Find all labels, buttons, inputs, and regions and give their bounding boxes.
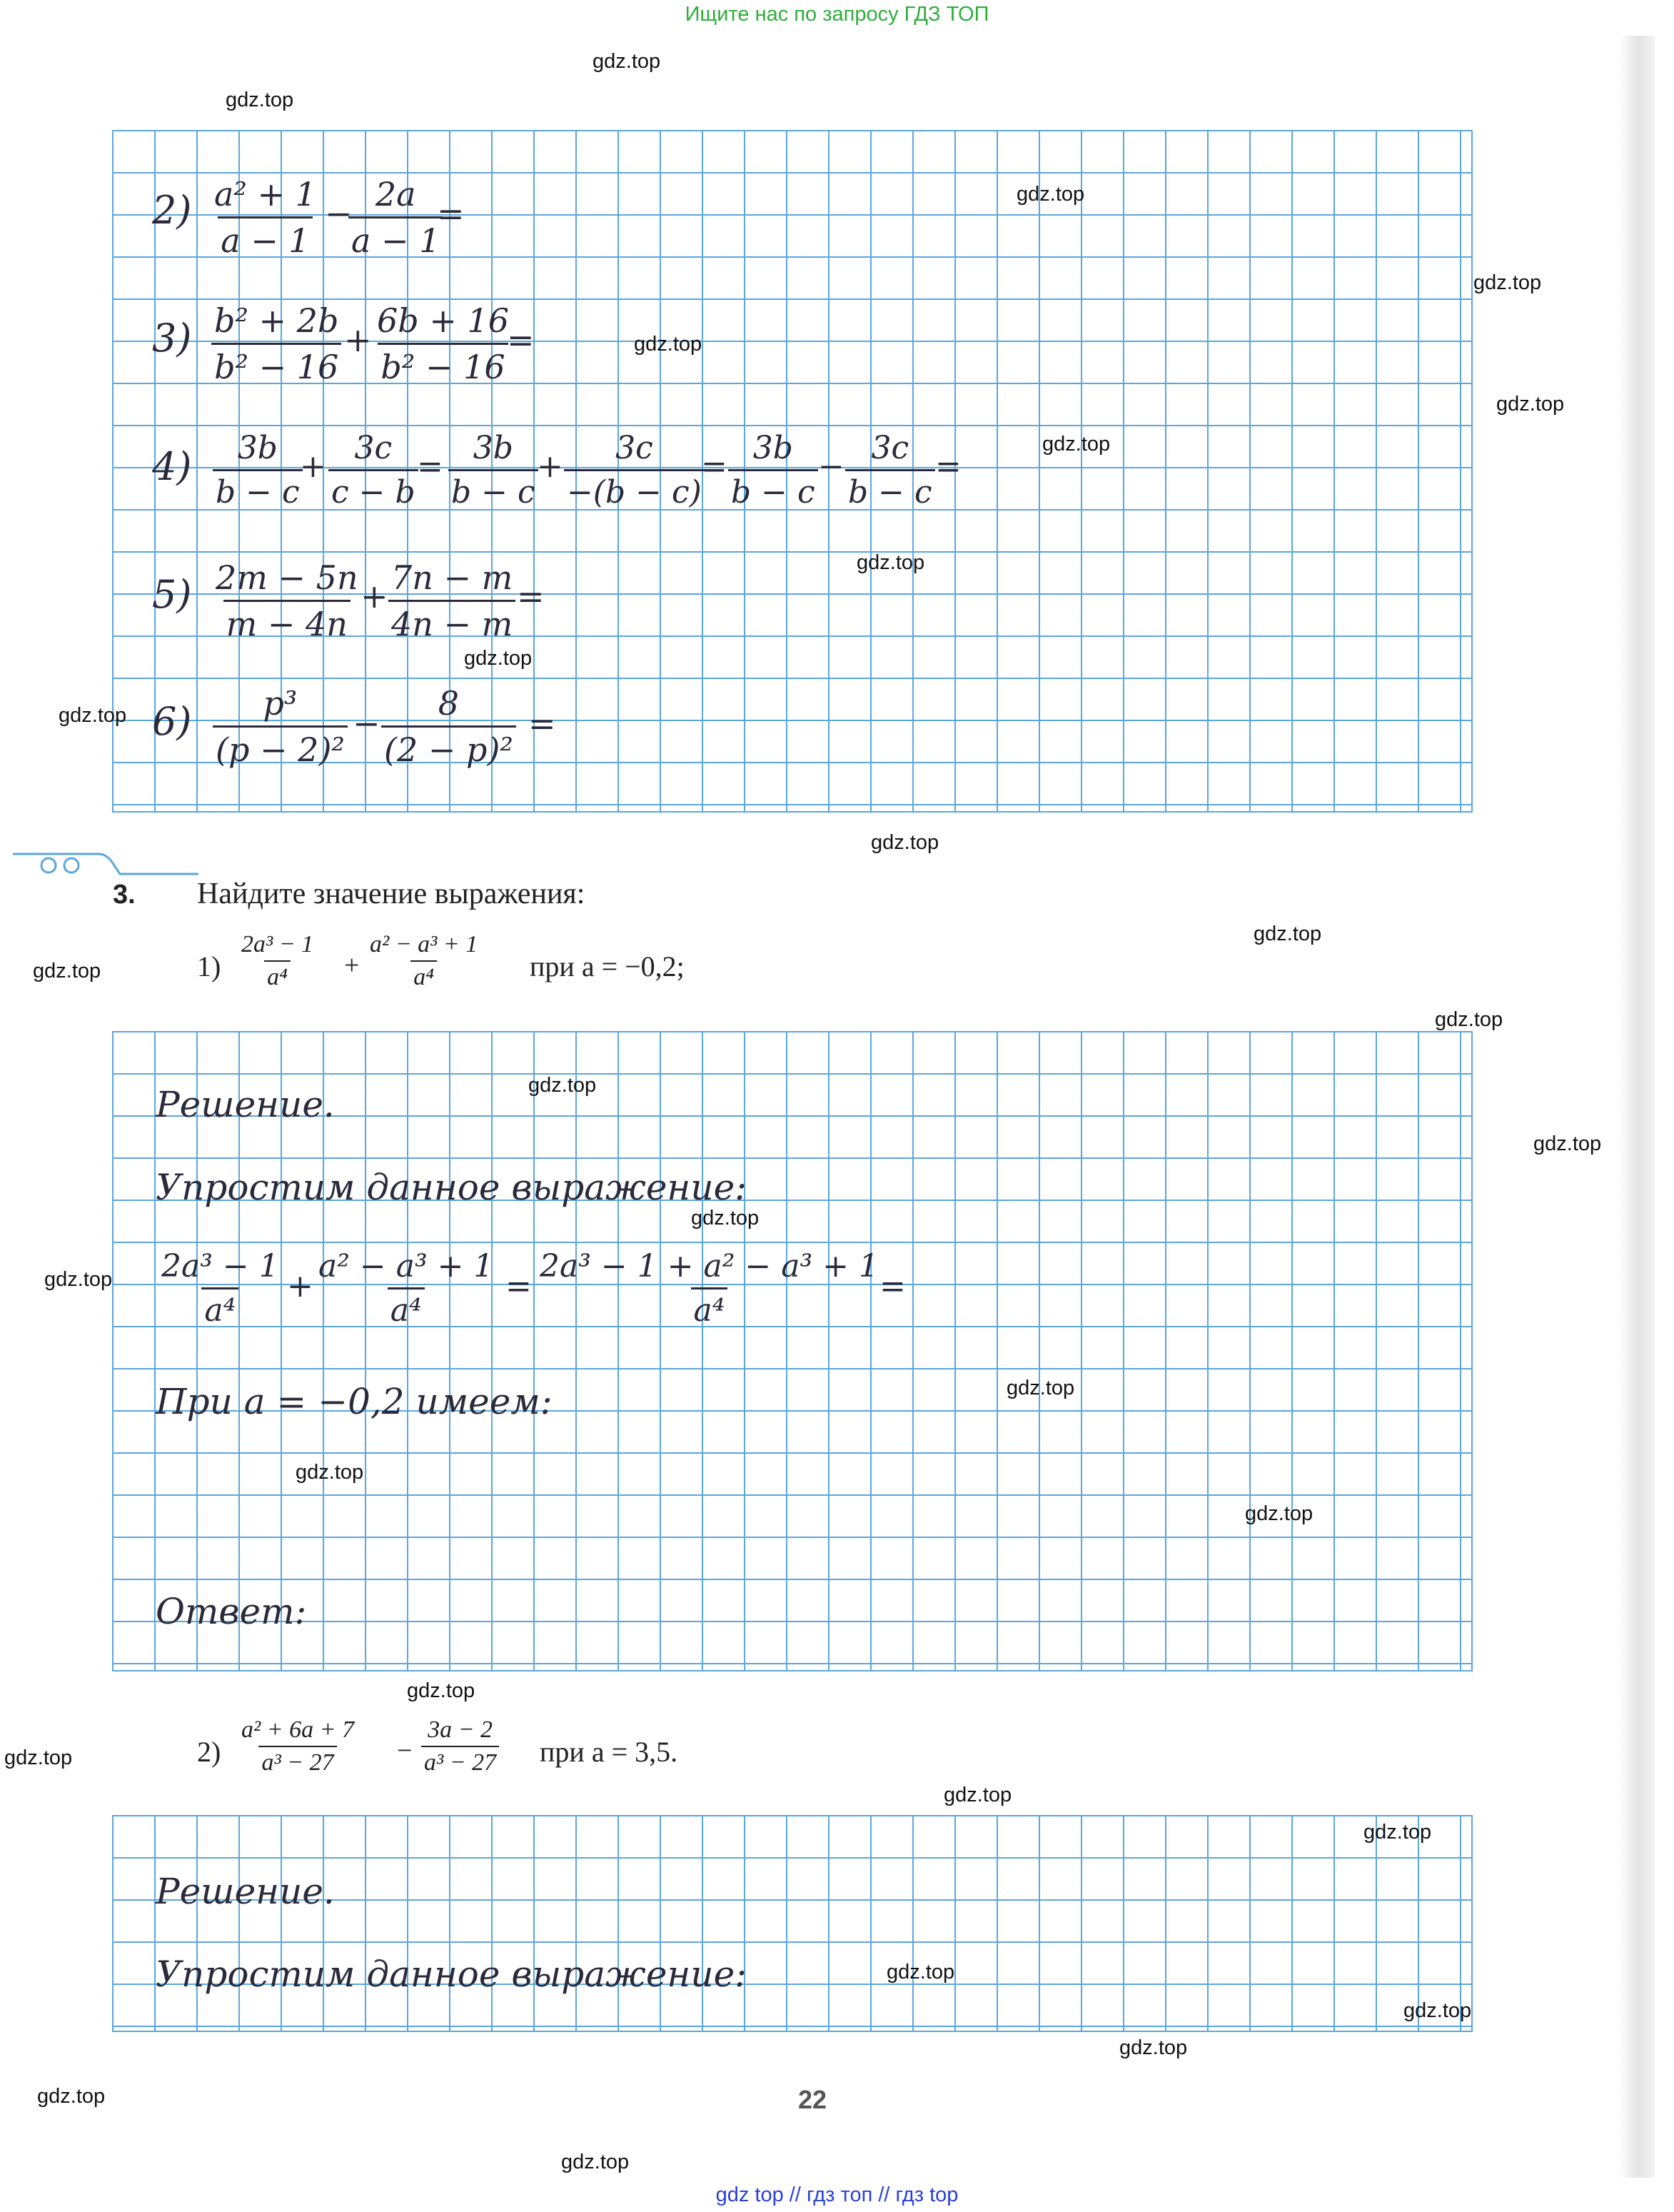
item-4-fraction-4 [564, 430, 705, 511]
part-2-fraction-2 [421, 1716, 499, 1776]
solution-1-fraction-2 [316, 1248, 496, 1329]
numerator: a² − a³ + 1 [370, 931, 478, 957]
solution-2-heading: Решение. [156, 1871, 335, 1912]
grid-solution-2 [112, 1815, 1473, 2032]
watermark: gdz.top [1017, 183, 1085, 206]
item-3-fraction-1 [211, 301, 341, 386]
denominator: m − 4n [223, 600, 351, 643]
watermark: gdz.top [1496, 393, 1565, 416]
item-6-fraction-2 [381, 684, 516, 769]
watermark: gdz.top [59, 704, 127, 727]
numerator: 2m − 5n [216, 558, 358, 597]
watermark: gdz.top [44, 1268, 113, 1291]
part-1-condition: при a = −0,2; [530, 950, 685, 982]
solution-1-answer: Ответ: [156, 1591, 307, 1632]
watermark: gdz.top [1007, 1377, 1075, 1399]
item-6-fraction-1 [213, 684, 348, 769]
watermark: gdz.top [1119, 2036, 1188, 2059]
part-2-operator: − [397, 1736, 413, 1766]
watermark: gdz.top [1435, 1008, 1503, 1031]
item-6-equals: = [528, 704, 556, 743]
watermark: gdz.top [561, 2151, 630, 2173]
numerator: 3c [615, 430, 653, 466]
item-4-equals-1: = [417, 448, 443, 485]
item-4-equals-3: = [935, 448, 962, 485]
denominator: a − 1 [218, 216, 312, 260]
numerator: 3b [473, 430, 513, 466]
denominator: b − c [845, 469, 935, 511]
watermark: gdz.top [887, 1961, 955, 1984]
part-2-label: 2) [197, 1736, 221, 1768]
numerator: a² + 1 [214, 175, 316, 213]
page-number: 22 [798, 2085, 827, 2114]
item-6-operator: − [353, 704, 380, 743]
denominator: (2 − p)² [381, 725, 516, 769]
numerator: 8 [438, 684, 460, 723]
top-search-banner[interactable]: Ищите нас по запросу ГДЗ ТОП [685, 3, 989, 26]
watermark: gdz.top [407, 1679, 475, 1702]
watermark: gdz.top [1403, 1999, 1472, 2022]
denominator: b − c [213, 469, 303, 511]
numerator: 2a³ − 1 [161, 1248, 279, 1285]
watermark: gdz.top [691, 1207, 760, 1230]
denominator: a⁴ [691, 1287, 728, 1329]
watermark: gdz.top [1473, 271, 1542, 294]
watermark: gdz.top [33, 960, 101, 982]
denominator: c − b [328, 469, 418, 511]
watermark: gdz.top [528, 1074, 597, 1097]
part-2-condition: при a = 3,5. [540, 1736, 678, 1768]
denominator: a⁴ [264, 960, 291, 991]
solution-1-at-value: При a = −0,2 имеем: [156, 1381, 553, 1422]
item-4-fraction-2 [328, 430, 418, 511]
item-5-operator: + [360, 577, 388, 615]
solution-1-equals-2: = [879, 1268, 906, 1304]
numerator: 6b + 16 [377, 301, 510, 340]
part-1-fraction-2 [367, 931, 480, 991]
item-2-label: 2) [152, 188, 192, 233]
denominator: (p − 2)² [213, 725, 348, 769]
solution-1-equals-1: = [505, 1268, 532, 1304]
denominator: a⁴ [388, 1287, 425, 1329]
watermark: gdz.top [226, 89, 294, 111]
task-3-title: Найдите значение выражения: [197, 878, 585, 910]
denominator: a⁴ [410, 960, 437, 991]
denominator: a − 1 [348, 216, 443, 260]
item-4-fraction-1 [213, 430, 303, 511]
item-4-operator-3: − [818, 448, 844, 485]
watermark: gdz.top [464, 647, 533, 670]
watermark: gdz.top [296, 1461, 364, 1484]
task-3-number: 3. [113, 880, 136, 910]
item-5-label: 5) [152, 572, 192, 617]
denominator: a⁴ [201, 1287, 238, 1329]
item-5-fraction-2 [388, 558, 515, 643]
item-4-equals-2: = [701, 448, 727, 485]
item-4-fraction-3 [448, 430, 538, 511]
numerator: 3c [354, 430, 393, 466]
watermark: gdz.top [1533, 1132, 1602, 1155]
numerator: b² + 2b [214, 301, 339, 340]
part-2-fraction-1 [238, 1716, 357, 1776]
watermark: gdz.top [871, 831, 939, 854]
item-4-operator-1: + [300, 448, 326, 485]
item-5-fraction-1 [213, 558, 361, 643]
item-2-equals: = [437, 194, 465, 233]
solution-1-heading: Решение. [156, 1084, 335, 1125]
denominator: b² − 16 [211, 343, 341, 386]
watermark: gdz.top [1042, 433, 1111, 456]
solution-1-fraction-3 [537, 1248, 882, 1329]
part-1-fraction-1 [238, 931, 316, 991]
part-1-operator: + [344, 950, 360, 980]
item-4-fraction-6 [845, 430, 935, 511]
denominator: b² − 16 [378, 343, 508, 386]
watermark: gdz.top [857, 551, 925, 574]
item-4-label: 4) [152, 444, 192, 489]
denominator: a³ − 27 [421, 1746, 499, 1776]
item-3-label: 3) [152, 316, 192, 361]
watermark: gdz.top [944, 1784, 1012, 1806]
part-1-label: 1) [197, 950, 221, 982]
numerator: 7n − m [391, 558, 513, 597]
watermark: gdz.top [1363, 1821, 1432, 1844]
item-3-equals: = [507, 321, 535, 359]
watermark: gdz.top [593, 50, 661, 73]
bottom-site-links[interactable]: gdz top // гдз топ // гдз top [715, 2183, 959, 2206]
watermark: gdz.top [1245, 1502, 1314, 1525]
denominator: b − c [448, 469, 538, 511]
item-2-operator: − [325, 194, 353, 233]
item-3-operator: + [344, 321, 372, 359]
page-edge-shadow [1619, 36, 1655, 2178]
numerator: 2a [375, 175, 416, 213]
numerator: 2a³ − 1 + a² − a³ + 1 [540, 1248, 879, 1285]
item-4-fraction-5 [728, 430, 818, 511]
numerator: 2a³ − 1 [241, 931, 314, 957]
watermark: gdz.top [634, 333, 702, 356]
numerator: a² + 6a + 7 [241, 1716, 355, 1743]
denominator: a³ − 27 [258, 1746, 336, 1776]
numerator: p³ [263, 684, 298, 723]
numerator: 3c [871, 430, 909, 466]
numerator: a² − a³ + 1 [318, 1248, 494, 1285]
numerator: 3b [237, 430, 278, 466]
section-marker-dots [13, 848, 198, 877]
item-3-fraction-2 [374, 301, 512, 386]
solution-1-fraction-1 [158, 1248, 282, 1329]
solution-2-simplify: Упростим данное выражение: [156, 1954, 747, 1995]
watermark: gdz.top [4, 1746, 73, 1769]
denominator: 4n − m [388, 600, 515, 643]
item-2-fraction-1 [211, 175, 319, 260]
item-5-equals: = [517, 577, 545, 615]
denominator: b − c [728, 469, 818, 511]
item-2-fraction-2 [348, 175, 443, 260]
watermark: gdz.top [1254, 922, 1322, 945]
denominator: −(b − c) [564, 469, 705, 511]
item-4-operator-2: + [537, 448, 563, 485]
numerator: 3a − 2 [428, 1716, 493, 1743]
grid-solution-1 [112, 1031, 1473, 1671]
numerator: 3b [752, 430, 793, 466]
solution-1-simplify: Упростим данное выражение: [156, 1167, 747, 1208]
item-6-label: 6) [152, 699, 192, 744]
watermark: gdz.top [37, 2085, 106, 2108]
solution-1-operator: + [287, 1268, 313, 1304]
